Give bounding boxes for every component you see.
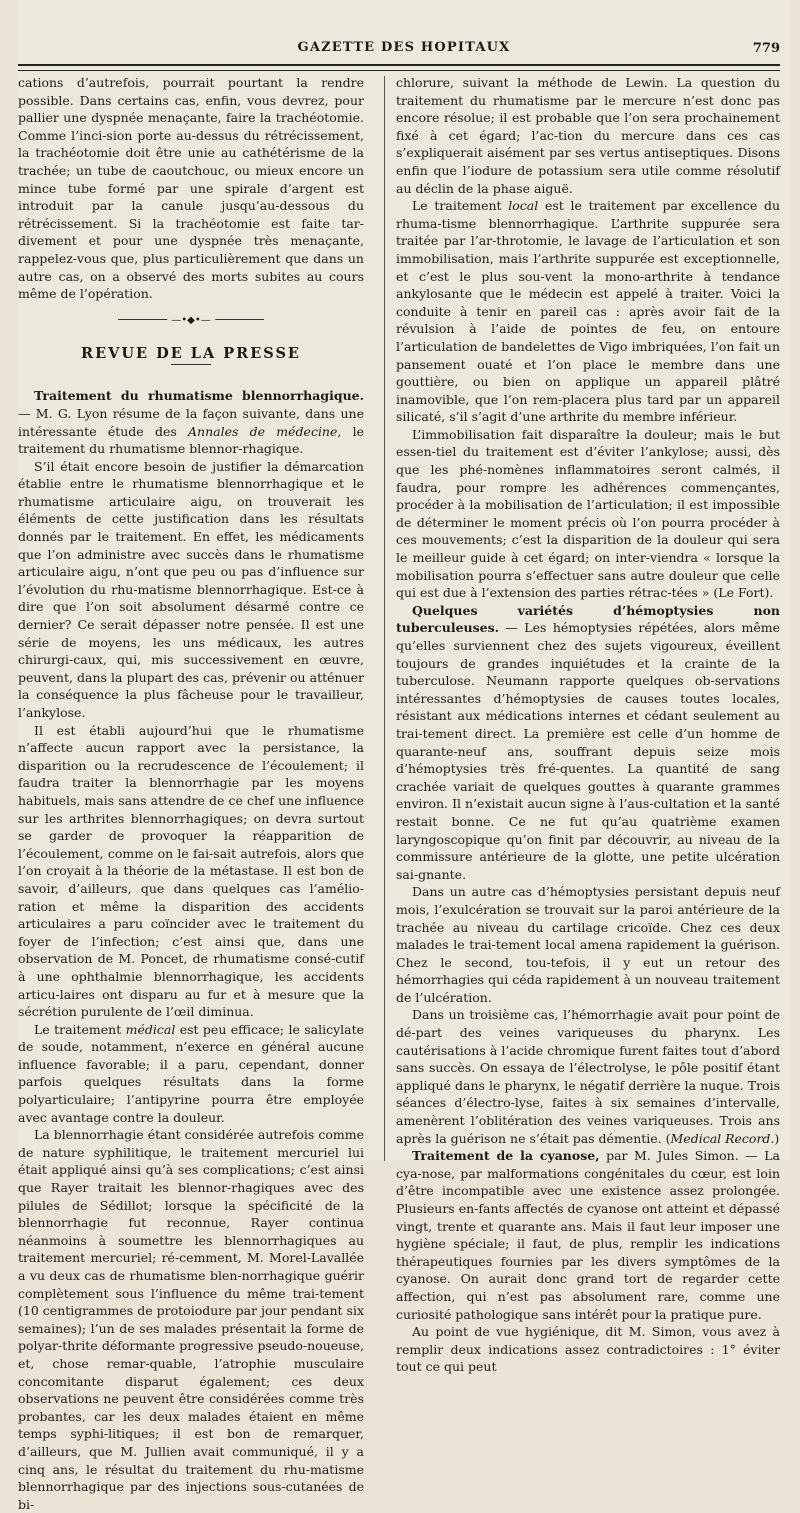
- paragraph: [18, 1021, 364, 1127]
- paragraph: L’immobilisation fait disparaître la douleur; mais le but essen-tiel du traitement est d’éviter l’ankylose; aussi, dès que les phé-nomènes inflammatoires seront calmés, il faudra, pour rompre les adhérences commençantes, procéder à la mobilisation de l’articulation; il est impossible de déterminer le moment précis où l’on pourra procéder à ces mouvements; c’est la disparition de la douleur qui sera le meilleur guide à cet égard; on inter-viendra « lorsque la mobilisation pourra s’effectuer sans autre douleur que celle qui est due à l’extension des parties rétrac-tées » (Le Fort).: [396, 426, 780, 601]
- page-header: [18, 40, 790, 64]
- article-intro: [396, 602, 780, 884]
- right-column: [396, 74, 780, 1376]
- text-run: ): [774, 1130, 780, 1146]
- article-intro: [18, 387, 364, 457]
- text-run: Le traitement: [34, 1021, 126, 1037]
- header-rule-thick: [18, 64, 780, 66]
- header-rule-thin: [18, 70, 780, 71]
- newspaper-page: [18, 0, 790, 1512]
- journal-name: Annales de médecine: [188, 423, 338, 439]
- paragraph: Il est établi aujourd’hui que le rhumatisme n’affecte aucun rapport avec la persistance, la disparition ou la recrudescence de l’écoulement; il faudra traiter la blennorrhagie par les moyens habituels, mais sans attendre de ce chef une influence sur les arthrites blennorrhagiques; on devra surtout se garder de provoquer la réapparition de l’écoulement, comme on le fai-sait autrefois, alors que l’on croyait à la théorie de la métastase. Il est bon de savoir, d’ailleurs, que dans quelques cas l’amélio-ration et même la disparition des accidents articulaires a paru coïncider avec le traitement du foyer de l’infection; c’est ainsi que, dans une observation de M. Poncet, de rhumatisme consé-cutif à une ophthalmie blennorrhagique, les accidents articu-laires ont disparu au fur et à mesure que la sécrétion purulente de l’œil diminua.: [18, 722, 364, 1020]
- text-run: est peu efficace; le salicylate de soude, notamment, n’exerce en général aucune influence favorable; il a paru, cependant, donner parfois quelques résultats dans la forme polyarticulaire; l’antipyrine pourra être employée avec avantage contre la douleur.: [18, 1021, 365, 1125]
- section-title: REVUE DE LA PRESSE: [81, 344, 301, 362]
- emphasis: médical: [125, 1021, 176, 1037]
- left-column: [18, 74, 364, 1513]
- paragraph: [396, 1006, 780, 1147]
- paragraph: Dans un autre cas d’hémoptysies persistant depuis neuf mois, l’exulcération se trouvait sur la paroi antérieure de la trachée au niveau du cartilage cricoïde. Chez ces deux malades le trai-tement local amena rapidement la guérison. Chez le second, tou-tefois, il y eut un retour des hémorrhagies qui céda rapidement à un nouveau traitement de l’ulcération.: [396, 884, 780, 1005]
- paragraph: La blennorrhagie étant considérée autrefois comme de nature syphilitique, le traitement mercuriel lui était appliqué ainsi qu’à ses complications; c’est ainsi que Rayer traitait les blennor-rhagiques avec des pilules de Sédillot; lorsque la spécificité de la blennorrhagie fut reconnue, Rayer continua néanmoins à soumettre les blennorrhagiques au traitement mercuriel; ré-cemment, M. Morel-Lavallée a vu deux cas de rhumatisme blen-norrhagique guérir complètement sous l’influence du même trai-tement (10 centigrammes de protoiodure par jour pendant six semaines); l’un de ses malades présentait la forme de polyar-thrite déformante progressive pseudo-noueuse, et, chose remar-quable, l’atrophie musculaire concomitante disparut également; ces deux observations ne peuvent être considérées comme très probantes, car les deux malades étaient en même temps syphi-litiques; il est bon de remarquer, d’ailleurs, que M. Jullien avait communiqué, il y a cinq ans, le résultat du traitement du rhu-matisme blennorrhagique par des injections sous-cutanées de bi-: [18, 1127, 364, 1512]
- ornament-mark: —•◆•—: [167, 312, 215, 330]
- article-lead: — Les hémoptysies répétées, alors même qu’elles surviennent chez des sujets vigoureux, éveillent toujours de grandes inquiétudes et la crainte de la tuberculose. Neumann rapporte quelques ob-servations intéressantes d’hémoptysies de causes toutes locales, résistant aux médications internes et cédant seulement au trai-tement direct. La première est celle d’un homme de quarante-neuf ans, souffrant depuis seize mois d’hémoptysies très fré-quentes. La quantité de sang crachée variait de quelques gouttes à quarante grammes environ. Il n’existait aucun signe à l’aus-cultation et la santé restait bonne. Ce ne fut qu’au quatrième examen laryngoscopique qu’on finit par découvrir, au niveau de la commissure antérieure de la glotte, une petite ulcération sai-gnante.: [396, 620, 780, 882]
- article-lead: par M. Jules Simon. — La cya-nose, par malformations congénitales du cœur, est loin d’être incompatible avec une existence assez prolongée. Plusieurs en-fants affectés de cyanose ont atteint et dépassé vingt, trente et quarante ans. Mais il faut leur imposer une hygiène spéciale; il faut, de plus, remplir les indications thérapeutiques fournies par les divers symptômes de la cyanose. On aurait donc grand tort de regarder cette affection, qui n’est pas absolument rare, comme une curiosité pathologique sans intérêt pour la pratique pure.: [396, 1148, 780, 1322]
- source-citation: Medical Record.: [670, 1130, 775, 1146]
- text-run: est le traitement par excellence du rhuma-tisme blennorrhagique. L’arthrite suppurée sera traitée par l’ar-throtomie, le lavage de l’articulation et son immobilisation, mais l’arthrite suppurée est exceptionnelle, et c’est le plus sou-vent la mono-arthrite à tendance ankylosante que le médecin est appelé à traiter. Voici la conduite à tenir en pareil cas : après avoir fait de la révulsion à l’aide de pointes de feu, on entoure l’articulation de bandelettes de Vigo imbriquées, l’on fait un pansement ouaté et l’on place le membre dans une gouttière, ou bien on applique un appareil plâtré inamovible, que l’on rem-placera plus tard par un appareil silicaté, s’il s’agit d’une arthrite du membre inférieur.: [396, 198, 780, 425]
- article-heading: Traitement de la cyanose,: [412, 1148, 600, 1164]
- paragraph: S’il était encore besoin de justifier la démarcation établie entre le rhumatisme blennorrhagique et le rhumatisme articulaire aigu, on trouverait les éléments de cette justification dans les résultats donnés par le traitement. En effet, les médicaments que l’on administre avec succès dans le rhumatisme articulaire aigu, n’ont que peu ou pas d’influence sur l’évolution du rhu-matisme blennorrhagique. Est-ce à dire que l’on soit absolument désarmé contre ce dernier? Ce serait dépasser notre pensée. Il est une série de moyens, les uns médicaux, les autres chirurgi-caux, qui, mis successivement en œuvre, peuvent, dans la plupart des cas, prévenir ou atténuer la conséquence la plus fâcheuse pour le travailleur, l’ankylose.: [18, 458, 364, 720]
- article-lead-end: , le traitement du rhumatisme blennor-rhagique.: [18, 423, 365, 457]
- article-heading: Quelques variétés d’hémoptysies non tuberculeuses.: [396, 602, 780, 636]
- text-run: Dans un troisième cas, l’hémorrhagie avait pour point de dé-part des veines variqueuses du pharynx. Les cautérisations à l’acide chromique furent faites tout d’abord sans succès. On essaya de l’électrolyse, le pôle positif étant appliqué dans le pharynx, le négatif derrière la nuque. Trois séances d’électro-lyse, faites à six semaines d’intervalle, amenèrent l’oblitération des veines variqueuses. Trois ans après la guérison ne s’était pas démentie. (: [396, 1007, 780, 1146]
- column-divider: [384, 76, 385, 1161]
- paragraph: [396, 197, 780, 426]
- section-rule: [171, 364, 211, 365]
- journal-title: GAZETTE DES HOPITAUX: [297, 40, 511, 55]
- emphasis: local: [508, 198, 539, 214]
- paragraph: cations d’autrefois, pourrait pourtant la rendre possible. Dans certains cas, enfin, vous devrez, pour pallier une dyspnée menaçante, faire la trachéotomie. Comme l’inci-sion porte au-dessus du rétrécissement, la trachéotomie doit être unie au cathétérisme de la trachée; un tube de caoutchouc, ou mieux encore un mince tube formé par une spirale d’argent est introduit par la canule jusqu’au-dessous du rétrécissement. Si la trachéotomie est faite tar-divement et pour une dyspnée très menaçante, rappelez-vous que, plus particulièrement que dans un autre cas, on a observé des morts subites au cours même de l’opération.: [18, 75, 364, 302]
- article-heading: Traitement du rhumatisme blennorrhagique.: [34, 388, 364, 404]
- section-ornament: [18, 303, 364, 341]
- text-run: Le traitement: [412, 198, 509, 214]
- article-lead: — M. G. Lyon résume de la façon suivante, dans une intéressante étude des: [18, 405, 364, 439]
- paragraph: Au point de vue hygiénique, dit M. Simon, vous avez à remplir deux indications assez contradictoires : 1° éviter tout ce qui peut: [396, 1324, 780, 1375]
- paragraph: chlorure, suivant la méthode de Lewin. La question du traitement du rhumatisme par le mercure n’est donc pas encore résolue; il est probable que l’on sera prochainement fixé à cet égard; l’ac-tion du mercure dans ces cas s’expliquerait aisément par ses vertus antiseptiques. Disons enfin que l’iodure de potassium sera utile comme résolutif au déclin de la phase aiguë.: [396, 75, 780, 196]
- article-intro: [396, 1147, 780, 1323]
- page-number: 779: [752, 41, 780, 56]
